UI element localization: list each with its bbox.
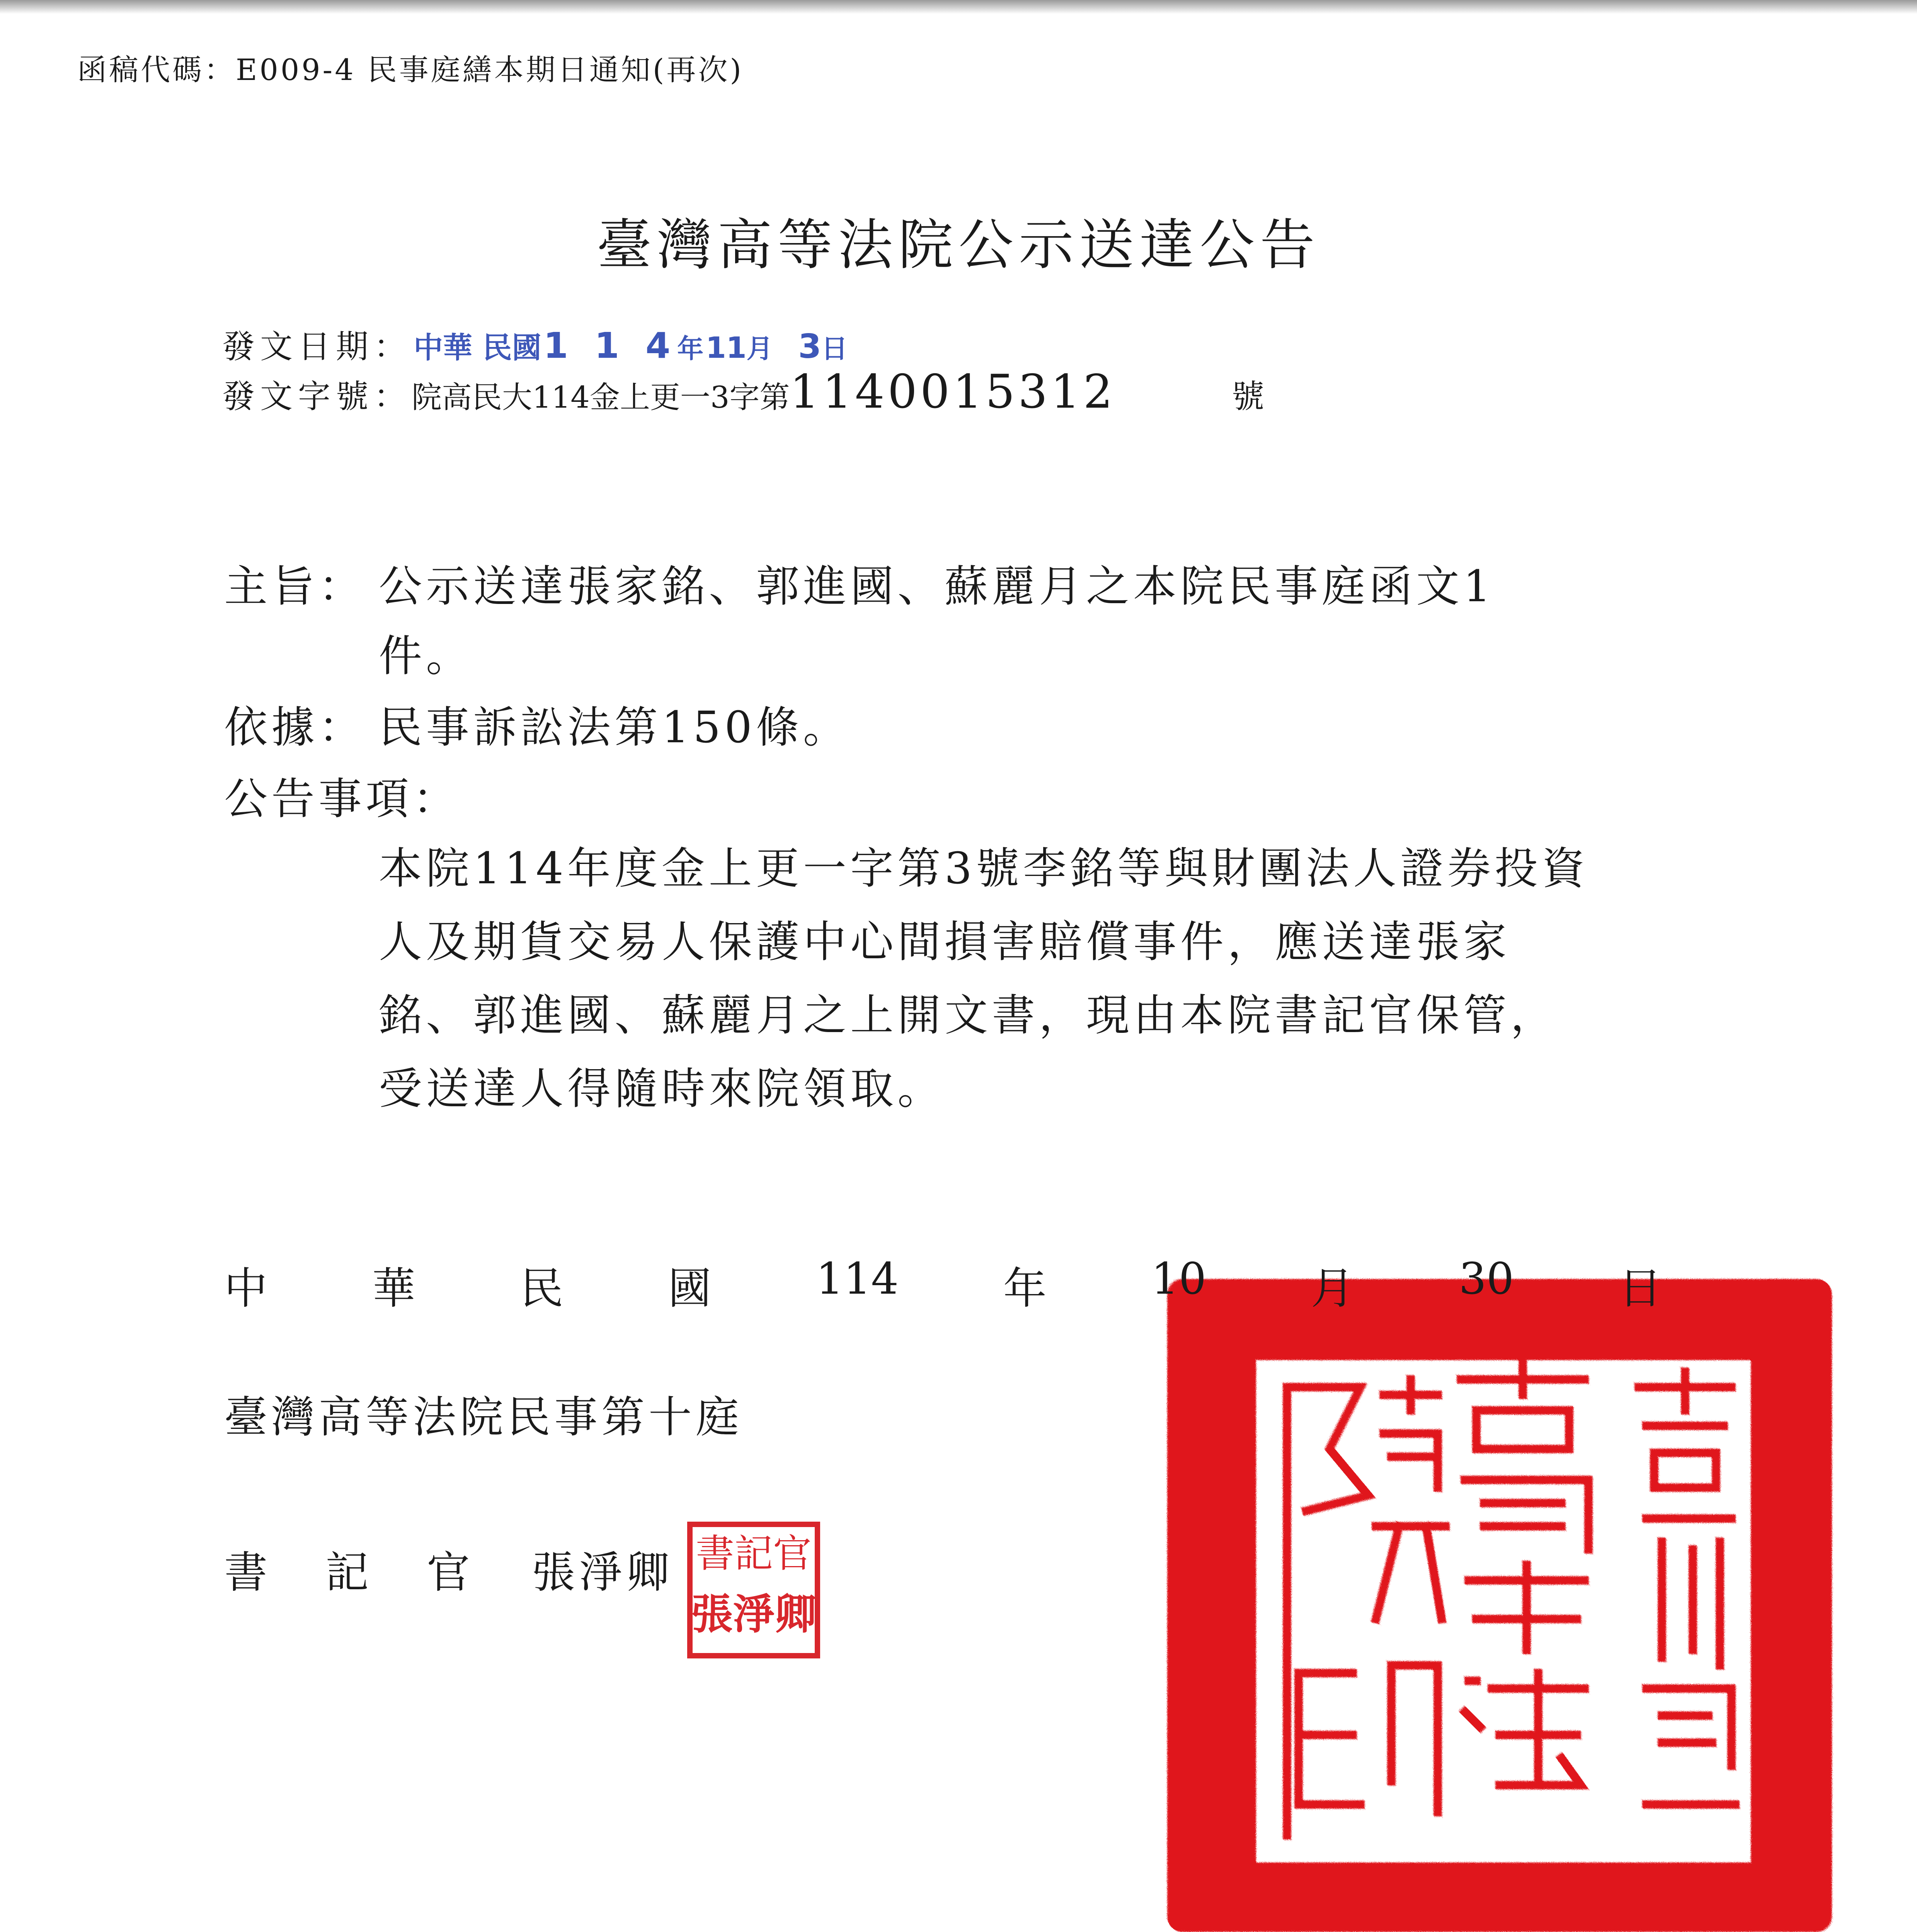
issue-date-era: 中華 民國 bbox=[414, 330, 541, 365]
subject-line-2: 件。 bbox=[379, 631, 473, 681]
notice-line-4: 受送達人得隨時來院領取。 bbox=[379, 1064, 945, 1114]
issue-number-row bbox=[222, 365, 1264, 419]
clerk-row bbox=[224, 1538, 673, 1600]
date-char-4: 國 bbox=[668, 1264, 712, 1314]
date-month: 10 bbox=[1151, 1254, 1207, 1304]
issue-date-row bbox=[222, 321, 848, 367]
issue-date-month-unit: 月 bbox=[746, 334, 773, 364]
date-char-2: 華 bbox=[372, 1264, 415, 1314]
issue-number-prefix: 院高民大114金上更一3字第 bbox=[412, 380, 790, 415]
issue-date-month: 11 bbox=[705, 330, 747, 365]
date-char-1: 中 bbox=[224, 1264, 267, 1314]
issue-date-day-unit: 日 bbox=[821, 334, 848, 364]
date-char-3: 民 bbox=[520, 1264, 564, 1314]
clerk-seal-bottom: 張淨卿 bbox=[691, 1590, 817, 1639]
basis-label: 依據： bbox=[224, 702, 366, 753]
notice-line-2: 人及期貨交易人保護中心間損害賠償事件，應送達張家 bbox=[379, 917, 1510, 967]
notice-label: 公告事項： bbox=[224, 774, 460, 824]
court-division: 臺灣高等法院民事第十庭 bbox=[224, 1392, 743, 1442]
notice-line-3: 銘、郭進國、蘇麗月之上開文書，現由本院書記官保管， bbox=[379, 990, 1558, 1041]
issue-number-suffix: 號 bbox=[1232, 378, 1265, 415]
date-day: 30 bbox=[1459, 1254, 1514, 1304]
clerk-title-char-1: 書 bbox=[224, 1548, 267, 1598]
notice-line-1: 本院114年度金上更一字第3號李銘等與財團法人證券投資 bbox=[379, 844, 1589, 894]
scan-edge bbox=[0, 0, 1917, 14]
subject-line-1: 公示送達張家銘、郭進國、蘇麗月之本院民事庭函文1 bbox=[379, 561, 1495, 612]
form-code: 函稿代碼：E009-4 民事庭繕本期日通知(再次) bbox=[77, 53, 744, 87]
issue-date-day: 3 bbox=[798, 327, 822, 366]
date-day-unit: 日 bbox=[1618, 1264, 1662, 1314]
basis-text: 民事訴訟法第150條。 bbox=[379, 702, 850, 753]
date-year-unit: 年 bbox=[1003, 1264, 1047, 1314]
date-year: 114 bbox=[816, 1254, 899, 1304]
clerk-title-char-3: 官 bbox=[427, 1548, 470, 1598]
court-seal bbox=[1159, 1271, 1840, 1932]
issue-date-year-unit: 年 bbox=[677, 334, 704, 364]
issue-date-year: 1 1 4 bbox=[543, 325, 678, 366]
date-row bbox=[224, 1254, 1662, 1316]
clerk-seal bbox=[686, 1520, 821, 1660]
clerk-seal-top: 書記官 bbox=[696, 1531, 812, 1576]
issue-number: 1140015312 bbox=[790, 365, 1116, 419]
issue-date-stamp bbox=[414, 325, 848, 366]
date-month-unit: 月 bbox=[1311, 1264, 1354, 1314]
issue-number-label: 發文字號： bbox=[222, 378, 412, 415]
document-title: 臺灣高等法院公示送達公告 bbox=[597, 213, 1320, 277]
subject-label: 主旨： bbox=[224, 561, 366, 612]
clerk-name: 張淨卿 bbox=[532, 1548, 673, 1598]
issue-date-label: 發文日期： bbox=[222, 328, 412, 366]
clerk-title-char-2: 記 bbox=[325, 1548, 369, 1598]
